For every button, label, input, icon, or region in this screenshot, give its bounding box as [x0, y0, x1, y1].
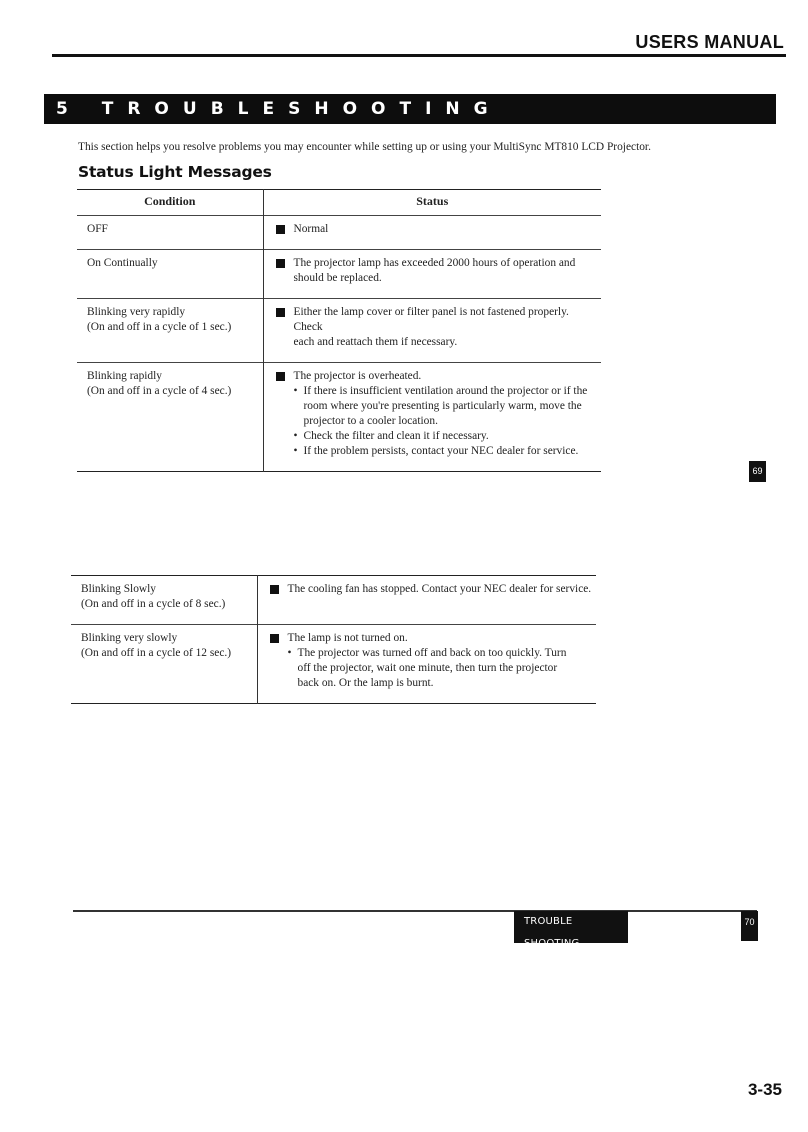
status-text: Normal: [293, 223, 329, 235]
table-row: [77, 363, 601, 472]
square-bullet-icon: [270, 634, 279, 643]
status-message: [276, 222, 598, 237]
chapter-banner: 5 TROUBLESHOOTING: [44, 94, 776, 124]
sub-bullet-text: If there is insufficient ventilation around the projector or if the: [303, 385, 588, 397]
intro-text: This section helps you resolve problems you may encounter while setting up or using your MultiSync MT810 LCD Projector.: [78, 141, 651, 153]
condition-text: Blinking rapidly: [87, 370, 162, 382]
status-text: The projector is overheated.: [293, 370, 422, 382]
dot-bullet-icon: •: [293, 385, 298, 397]
status-cell: [263, 216, 601, 250]
condition-cell: [77, 299, 263, 363]
status-text: The projector lamp has exceeded 2000 hours of operation and: [293, 257, 576, 269]
condition-column-header: Condition: [77, 190, 263, 216]
table-row: [71, 576, 596, 625]
side-page-tab: 69: [749, 461, 766, 482]
condition-cell: [71, 576, 257, 625]
sub-bullet-text: back on. Or the lamp is burnt.: [297, 677, 434, 689]
status-text: each and reattach them if necessary.: [293, 336, 458, 348]
sub-bullet-text: Check the filter and clean it if necessary.: [303, 430, 489, 442]
square-bullet-icon: [276, 308, 285, 317]
status-message: [276, 256, 598, 286]
sub-bullet-text: off the projector, wait one minute, then turn the projector: [297, 662, 558, 674]
status-sub-bullet: [276, 384, 598, 429]
dot-bullet-icon: •: [293, 430, 298, 442]
status-text: Either the lamp cover or filter panel is not fastened properly. Check: [293, 306, 569, 333]
status-table-continued-body: [71, 576, 596, 704]
condition-text: OFF: [87, 223, 108, 235]
condition-text: On Continually: [87, 257, 158, 269]
condition-text: Blinking Slowly: [81, 583, 157, 595]
header-title: USERS MANUAL: [635, 32, 784, 52]
table-row: [77, 299, 601, 363]
status-column-header: Status: [416, 194, 449, 208]
footer-page-tab: 70: [741, 911, 758, 941]
status-sub-bullet: [270, 646, 593, 691]
status-cell: [263, 363, 601, 472]
status-message: [276, 305, 598, 350]
status-sub-bullet: [276, 444, 598, 459]
sub-bullet-text: room where you're presenting is particularly warm, move the: [303, 400, 582, 412]
sub-bullet-text: projector to a cooler location.: [303, 415, 438, 427]
square-bullet-icon: [276, 372, 285, 381]
status-table-body: [77, 216, 601, 472]
condition-cell: [77, 250, 263, 299]
table-row: [77, 250, 601, 299]
square-bullet-icon: [276, 225, 285, 234]
status-cell: [263, 250, 601, 299]
condition-cell: [77, 363, 263, 472]
sub-bullet-text: If the problem persists, contact your NEC dealer for service.: [303, 445, 579, 457]
status-table-continued: [71, 575, 596, 704]
square-bullet-icon: [270, 585, 279, 594]
status-message: [276, 369, 598, 384]
status-message: [270, 631, 593, 646]
table-row: [71, 625, 596, 704]
status-text: The cooling fan has stopped. Contact your NEC dealer for service.: [287, 583, 592, 595]
status-cell: [257, 625, 596, 704]
sub-bullet-text: The projector was turned off and back on too quickly. Turn: [297, 647, 567, 659]
footer-rule: [73, 910, 757, 912]
header-rule: [52, 54, 786, 57]
section-heading: Status Light Messages: [78, 163, 272, 181]
condition-text: (On and off in a cycle of 8 sec.): [81, 598, 226, 610]
condition-text: (On and off in a cycle of 12 sec.): [81, 647, 232, 659]
status-cell: [263, 299, 601, 363]
page-number: 3-35: [747, 1080, 782, 1099]
condition-text: (On and off in a cycle of 4 sec.): [87, 385, 232, 397]
status-message: [270, 582, 593, 597]
condition-cell: [71, 625, 257, 704]
condition-text: Blinking very slowly: [81, 632, 178, 644]
footer-section-label: TROUBLE SHOOTING: [514, 911, 628, 943]
table-row: [77, 216, 601, 250]
status-table: [77, 189, 601, 472]
square-bullet-icon: [276, 259, 285, 268]
status-text: The lamp is not turned on.: [287, 632, 408, 644]
condition-cell: [77, 216, 263, 250]
condition-text: (On and off in a cycle of 1 sec.): [87, 321, 232, 333]
dot-bullet-icon: •: [287, 647, 292, 659]
dot-bullet-icon: •: [293, 445, 298, 457]
status-text: should be replaced.: [293, 272, 382, 284]
status-sub-bullet: [276, 429, 598, 444]
status-cell: [257, 576, 596, 625]
condition-text: Blinking very rapidly: [87, 306, 186, 318]
